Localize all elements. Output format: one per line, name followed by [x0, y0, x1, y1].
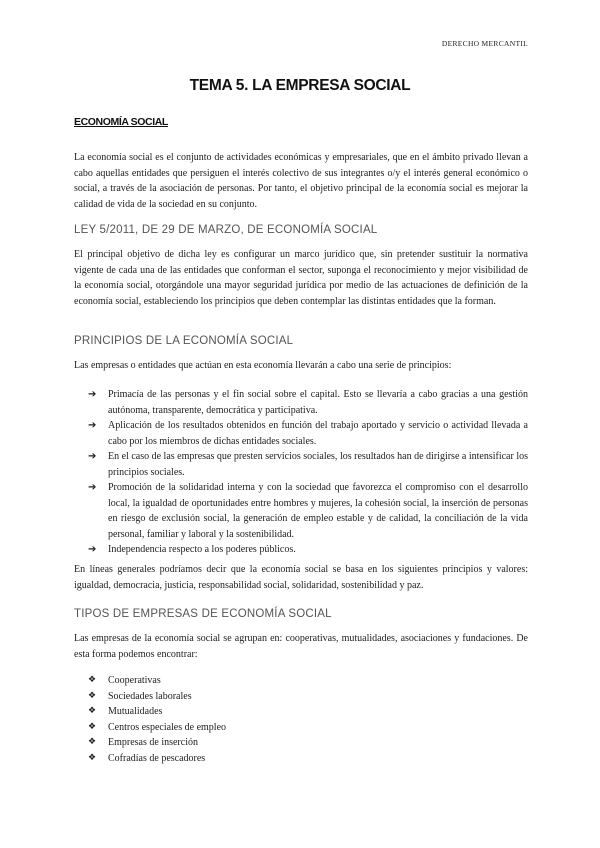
list-item: [88, 542, 528, 558]
diamond-bullet-icon: ❖: [88, 737, 97, 747]
diamond-bullet-icon: ❖: [88, 752, 97, 763]
list-item: [88, 720, 528, 736]
list-item-text: Promoción de la solidaridad interna y con la sociedad que favorezca el compromiso con el desarrollo local, la igualdad de oportunidades entre hombres y mujeres, la cohesión social, la inserción de personas en riesgo de exclusión social, la generación de empleo estable y de calidad, la conciliación de la vida personal, familiar y laboral y la sostenibilidad.: [108, 482, 528, 540]
list-item-text: Cooperativas: [108, 675, 161, 686]
arrow-bullet-icon: ➔: [88, 389, 97, 400]
list-item: [88, 673, 528, 689]
list-item: [88, 689, 528, 705]
diamond-bullet-icon: ❖: [88, 721, 97, 732]
list-item-text: Sociedades laborales: [108, 690, 192, 702]
intro-paragraph: La economía social es el conjunto de actividades económicas y empresariales, que en el ámbito privado llevan a cabo aquellas entidades que persiguen el interés colectivo de sus integrantes o/y el interés general económico o social, a través de la asociación de personas. Por tanto, el objetivo principal de la economía social es mejorar la calidad de vida de la sociedad en su conjunto.: [74, 152, 528, 210]
diamond-bullet-icon: ❖: [88, 690, 97, 701]
list-item: [88, 735, 528, 751]
principles-list: [88, 387, 528, 558]
law-paragraph: El principal objetivo de dicha ley es configurar un marco jurídico que, sin pretender sustituir la normativa vigente de cada una de las entidades que conforman el sector, suponga el reconocimiento y mejor visibilidad de la economía social, otorgándole una mayor seguridad jurídica por medio de las actuaciones de definición de la economía social, estableciendo los principios que deben contemplar las distintas entidades que la forman.: [74, 249, 528, 307]
list-item-text: Mutualidades: [108, 706, 163, 717]
list-item: [88, 449, 528, 480]
arrow-bullet-icon: ➔: [88, 544, 97, 555]
list-item-text: Empresas de inserción: [108, 737, 198, 748]
list-item: [88, 418, 528, 449]
arrow-bullet-icon: ➔: [88, 482, 97, 493]
list-item-text: Aplicación de los resultados obtenidos en función del trabajo aportado y servicio o actividad llevada a cabo por los miembros de dichas entidades sociales.: [108, 420, 528, 447]
diamond-bullet-icon: ❖: [88, 675, 97, 685]
diamond-bullet-icon: ❖: [88, 706, 97, 716]
arrow-bullet-icon: ➔: [88, 451, 97, 462]
types-intro: Las empresas de la economía social se agrupan en: cooperativas, mutualidades, asociaciones y fundaciones. De esta forma podemos encontrar:: [74, 633, 528, 660]
list-item-text: Centros especiales de empleo: [108, 721, 227, 733]
law-heading: LEY 5/2011, DE 29 DE MARZO, DE ECONOMÍA SOCIAL: [74, 224, 378, 236]
list-item-text: Cofradías de pescadores: [108, 752, 206, 764]
types-heading: TIPOS DE EMPRESAS DE ECONOMÍA SOCIAL: [74, 608, 332, 620]
principles-heading: PRINCIPIOS DE LA ECONOMÍA SOCIAL: [74, 335, 294, 347]
arrow-bullet-icon: ➔: [88, 420, 97, 431]
list-item: [88, 704, 528, 720]
list-item: [88, 751, 528, 767]
list-item: [88, 387, 528, 418]
page-title: TEMA 5. LA EMPRESA SOCIAL: [189, 77, 411, 94]
section-heading: ECONOMÍA SOCIAL: [74, 116, 168, 128]
list-item-text: Independencia respecto a los poderes públicos.: [108, 544, 296, 555]
list-item-text: Primacía de las personas y el fin social sobre el capital. Esto se llevaría a cabo gracias a una gestión autónoma, transparente, democrática y participativa.: [108, 389, 528, 416]
running-header: DERECHO MERCANTIL: [441, 39, 528, 48]
types-list: [88, 673, 528, 766]
principles-intro: Las empresas o entidades que actúan en esta economía llevarán a cabo una serie de principios:: [74, 360, 452, 371]
principles-closing: En líneas generales podríamos decir que la economía social se basa en los siguientes principios y valores: igualdad, democracia, justicia, responsabilidad social, solidaridad, sostenibilidad y paz.: [74, 564, 528, 591]
list-item: [88, 480, 528, 542]
list-item-text: En el caso de las empresas que presten servicios sociales, los resultados han de dirigirse a intensificar los principios sociales.: [108, 451, 528, 478]
